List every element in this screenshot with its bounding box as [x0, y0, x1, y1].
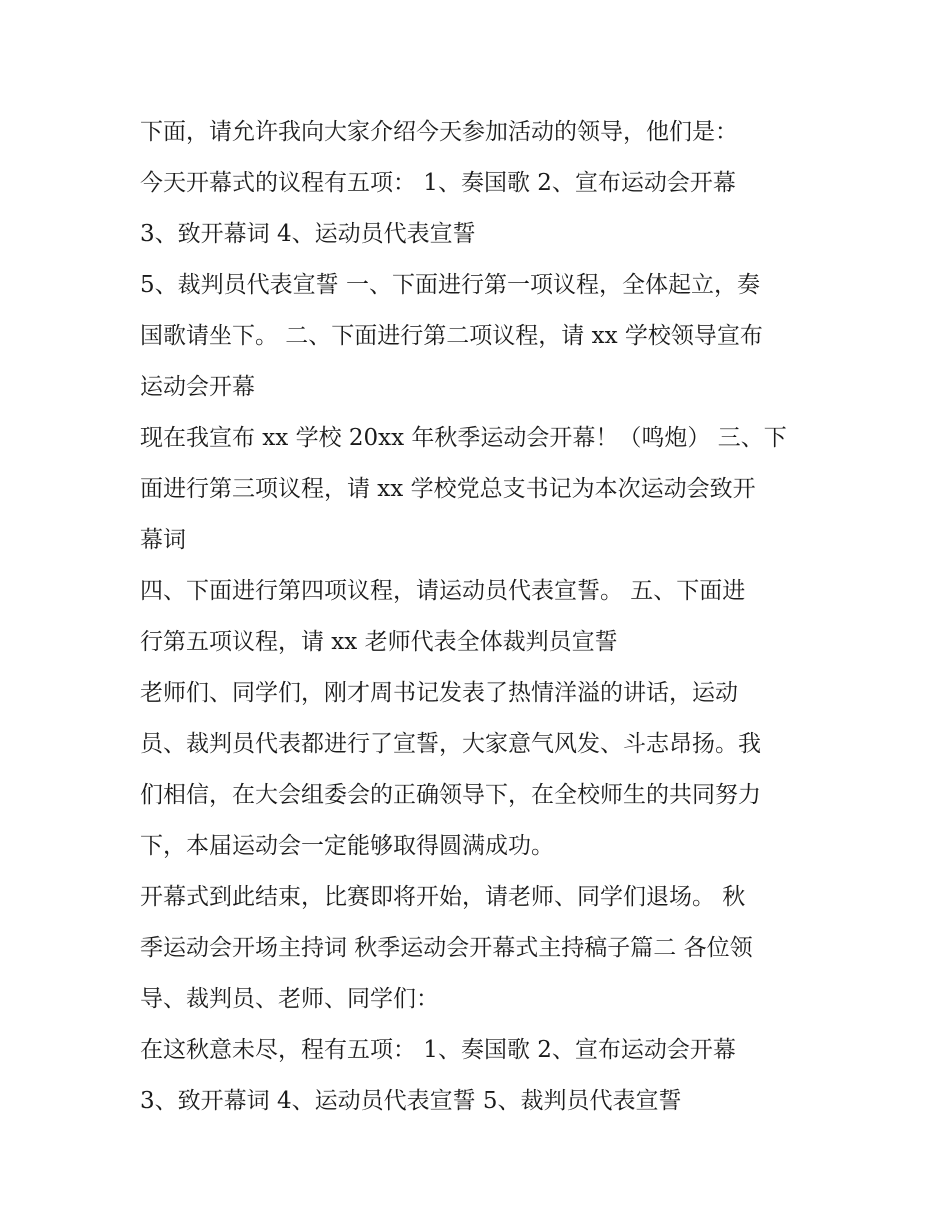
text-line: 5、裁判员代表宣誓 一、下面进行第一项议程，全体起立，奏: [140, 272, 760, 298]
text-line: 今天开幕式的议程有五项： 1、奏国歌 2、宣布运动会开幕: [140, 170, 736, 196]
text-line: 在这秋意未尽，程有五项： 1、奏国歌 2、宣布运动会开幕: [140, 1037, 736, 1063]
text-line: 开幕式到此结束，比赛即将开始，请老师、同学们退场。 秋: [140, 884, 746, 910]
text-line: 下，本届运动会一定能够取得圆满成功。: [140, 833, 554, 859]
text-line: 员、裁判员代表都进行了宣誓，大家意气风发、斗志昂扬。我: [140, 731, 761, 757]
text-line: 们相信，在大会组委会的正确领导下，在全校师生的共同努力: [140, 782, 761, 808]
text-line: 四、下面进行第四项议程，请运动员代表宣誓。 五、下面进: [140, 578, 746, 604]
text-line: 国歌请坐下。 二、下面进行第二项议程，请 xx 学校领导宣布: [140, 323, 763, 349]
text-line: 3、致开幕词 4、运动员代表宣誓 5、裁判员代表宣誓: [140, 1088, 682, 1114]
text-line: 3、致开幕词 4、运动员代表宣誓: [140, 221, 476, 247]
text-line: 行第五项议程，请 xx 老师代表全体裁判员宣誓: [140, 629, 618, 655]
text-line: 下面，请允许我向大家介绍今天参加活动的领导，他们是：: [140, 119, 738, 145]
text-line: 幕词: [140, 527, 186, 553]
text-line: 运动会开幕: [140, 374, 255, 400]
text-line: 季运动会开场主持词 秋季运动会开幕式主持稿子篇二 各位领: [140, 935, 753, 961]
text-line: 导、裁判员、老师、同学们：: [140, 986, 439, 1012]
text-line: 老师们、同学们，刚才周书记发表了热情洋溢的讲话，运动: [140, 680, 738, 706]
document-body: [140, 107, 820, 1127]
text-line: 面进行第三项议程，请 xx 学校党总支书记为本次运动会致开: [140, 476, 756, 502]
text-line: 现在我宣布 xx 学校 20xx 年秋季运动会开幕！（鸣炮） 三、下: [140, 425, 787, 451]
